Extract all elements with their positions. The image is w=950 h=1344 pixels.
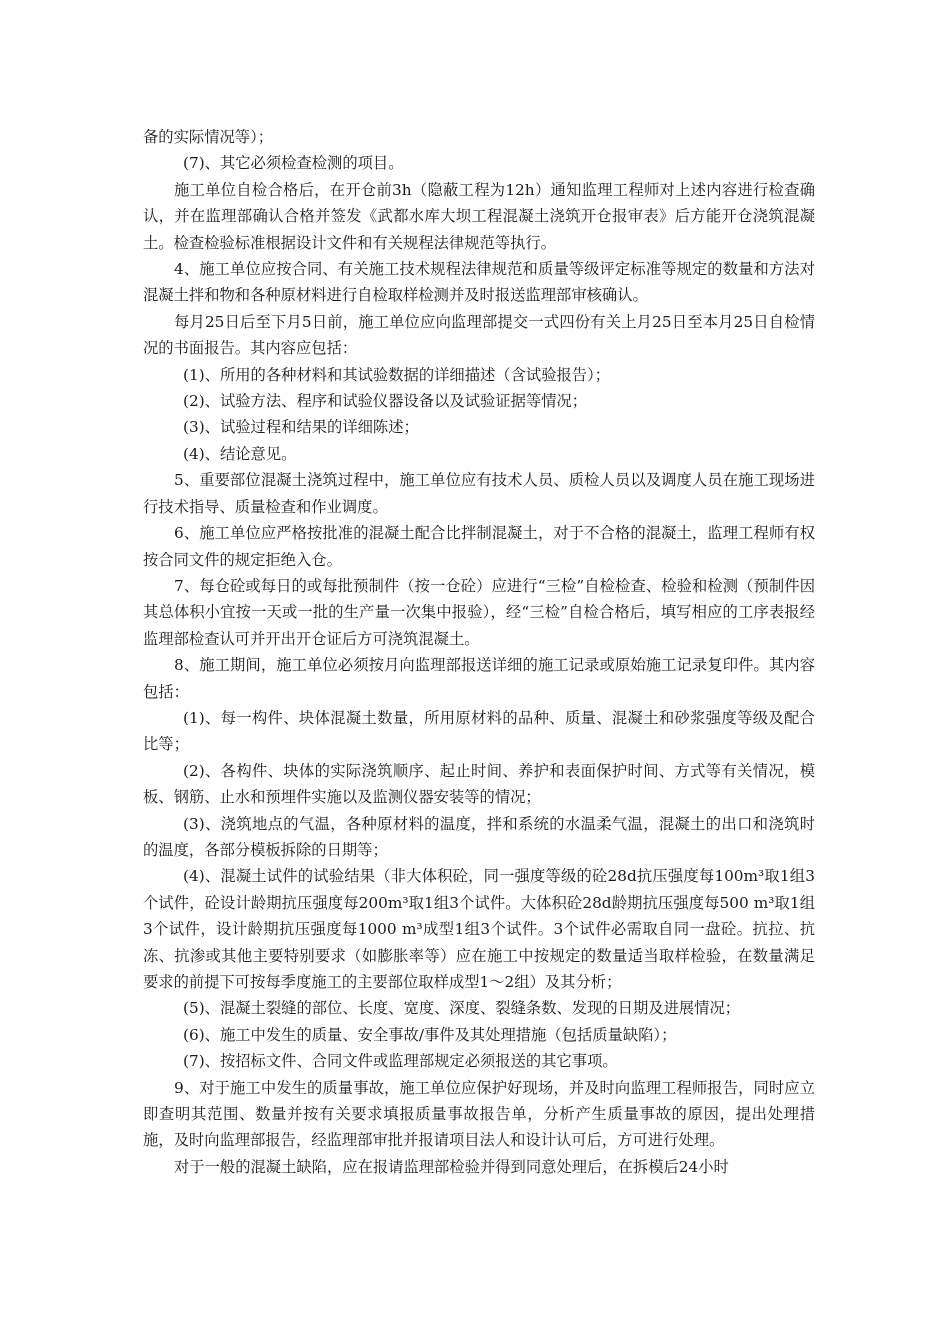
- paragraph: 每月25日后至下月5日前，施工单位应向监理部提交一式四份有关上月25日至本月25日自检情况的书面报告。其内容应包括：: [143, 312, 815, 358]
- list-item: (2)、试验方法、程序和试验仪器设备以及试验证据等情况；: [183, 392, 588, 411]
- list-item: (1)、每一构件、块体混凝土数量，所用原材料的品种、质量、混凝土和砂浆强度等级及配合比等；: [143, 708, 815, 754]
- paragraph: 8、施工期间，施工单位必须按月向监理部报送详细的施工记录或原始施工记录复印件。其内容包括：: [143, 656, 815, 701]
- paragraph: 备的实际情况等）；: [143, 128, 274, 146]
- paragraph: 对于一般的混凝土缺陷，应在报请监理部检验并得到同意处理后，在拆模后24小时: [174, 1157, 729, 1176]
- paragraph: 施工单位自检合格后，在开仓前3h（隐蔽工程为12h）通知监理工程师对上述内容进行检查确认，并在监理部确认合格并签发《武都水库大坝工程混凝土浇筑开仓报审表》后方能开仓浇筑混凝土。检查检验标准根据设计文件和有关规程法律规范等执行。: [143, 180, 815, 252]
- list-item: (3)、试验过程和结果的详细陈述；: [183, 418, 419, 437]
- list-item: (6)、施工中发生的质量、安全事故/事件及其处理措施（包括质量缺陷）；: [183, 1025, 677, 1044]
- list-item: (5)、混凝土裂缝的部位、长度、宽度、深度、裂缝条数、发现的日期及进展情况；: [183, 999, 741, 1018]
- list-item: (4)、混凝土试件的试验结果（非大体积砼，同一强度等级的砼28d抗压强度每100m³取1组3个试件，砼设计龄期抗压强度每200m³取1组3个试件。大体积砼28d龄期抗压强度每500 m³取1组3个试件，设计龄期抗压强度每1000 m³成型1组3个试件。3个试件必需取自同一盘砼。抗拉、抗冻、抗渗或其他主要特别要求（如膨胀率等）应在施工中按规定的数量适当取样检验，在数量满足要求的前提下可按每季度施工的主要部位取样成型1～2组）及其分析；: [143, 867, 815, 991]
- document-body: [143, 124, 815, 1180]
- list-item: (4)、结论意见。: [183, 444, 297, 463]
- list-item: (3)、浇筑地点的气温，各种原材料的温度，拌和系统的水温柔气温，混凝土的出口和浇筑时的温度，各部分模板拆除的日期等；: [143, 814, 815, 859]
- list-item: (1)、所用的各种材料和其试验数据的详细描述（含试验报告）；: [183, 365, 611, 384]
- paragraph: 9、对于施工中发生的质量事故，施工单位应保护好现场，并及时向监理工程师报告，同时应立即查明其范围、数量并按有关要求填报质量事故报告单，分析产生质量事故的原因，提出处理措施，及时向监理部报告，经监理部审批并报请项目法人和设计认可后，方可进行处理。: [143, 1078, 815, 1150]
- list-item: (7)、其它必须检查检测的项目。: [183, 154, 404, 173]
- list-item: (2)、各构件、块体的实际浇筑顺序、起止时间、养护和表面保护时间、方式等有关情况，模板、钢筋、止水和预埋件实施以及监测仪器安装等的情况；: [143, 761, 815, 807]
- list-item: (7)、按招标文件、合同文件或监理部规定必须报送的其它事项。: [183, 1052, 618, 1071]
- paragraph: 5、重要部位混凝土浇筑过程中，施工单位应有技术人员、质检人员以及调度人员在施工现场进行技术指导、质量检查和作业调度。: [143, 471, 815, 516]
- paragraph: 7、每仓砼或每日的或每批预制件（按一仓砼）应进行“三检”自检检查、检验和检测（预制件因其总体积小宜按一天或一批的生产量一次集中报验），经“三检”自检合格后，填写相应的工序表报经监理部检查认可并开出开仓证后方可浇筑混凝土。: [143, 576, 815, 648]
- paragraph: 4、施工单位应按合同、有关施工技术规程法律规范和质量等级评定标准等规定的数量和方法对混凝土拌和物和各种原材料进行自检取样检测并及时报送监理部审核确认。: [143, 260, 815, 305]
- paragraph: 6、施工单位应严格按批准的混凝土配合比拌制混凝土，对于不合格的混凝土，监理工程师有权按合同文件的规定拒绝入仓。: [143, 524, 815, 569]
